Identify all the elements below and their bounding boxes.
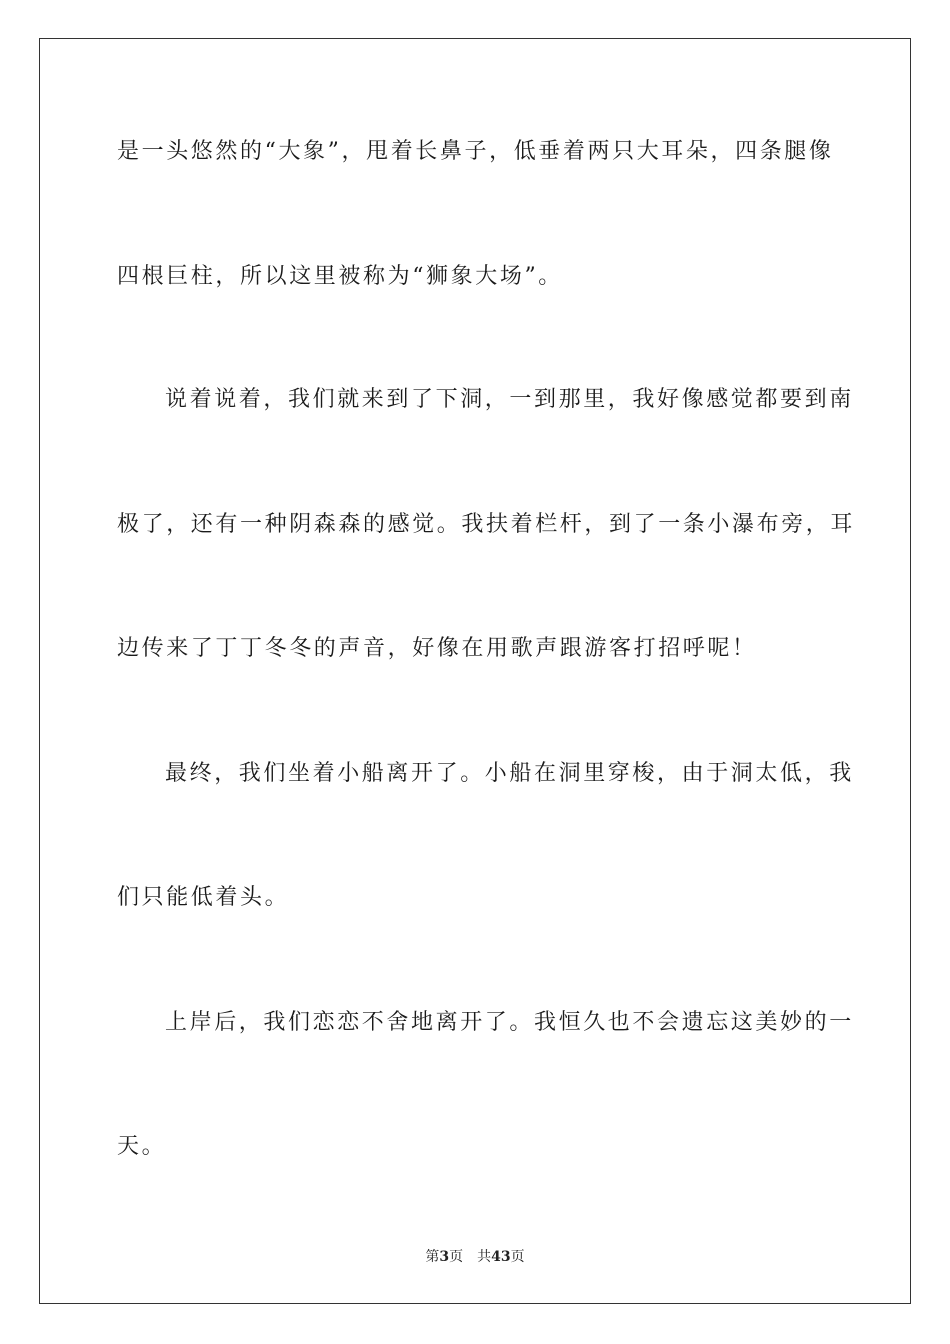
text-line: 天。 bbox=[117, 1134, 167, 1159]
total-suffix: 页 bbox=[510, 1249, 525, 1265]
paragraph-start-line: 最终，我们坐着小船离开了。小船在洞里穿梭，由于洞太低，我 bbox=[165, 761, 854, 786]
text-line: 们只能低着头。 bbox=[117, 885, 290, 910]
text-line: 边传来了丁丁冬冬的声音，好像在用歌声跟游客打招呼呢！ bbox=[117, 636, 757, 661]
page-border bbox=[39, 38, 911, 1304]
current-page-number: 3 bbox=[439, 1249, 450, 1265]
paragraph-start-line: 说着说着，我们就来到了下洞，一到那里，我好像感觉都要到南 bbox=[165, 387, 854, 412]
text-line: 是一头悠然的“大象”，甩着长鼻子，低垂着两只大耳朵，四条腿像 bbox=[117, 139, 834, 164]
page-number-footer bbox=[0, 1247, 950, 1267]
page-prefix: 第 bbox=[425, 1249, 440, 1265]
paragraph-start-line: 上岸后，我们恋恋不舍地离开了。我恒久也不会遗忘这美妙的一 bbox=[165, 1010, 854, 1035]
total-pages-number: 43 bbox=[491, 1249, 511, 1265]
total-prefix: 共 bbox=[477, 1249, 492, 1265]
text-line: 四根巨柱，所以这里被称为“狮象大场”。 bbox=[117, 264, 563, 289]
page-suffix: 页 bbox=[449, 1249, 464, 1265]
text-line: 极了，还有一种阴森森的感觉。我扶着栏杆，到了一条小瀑布旁，耳 bbox=[117, 512, 856, 537]
